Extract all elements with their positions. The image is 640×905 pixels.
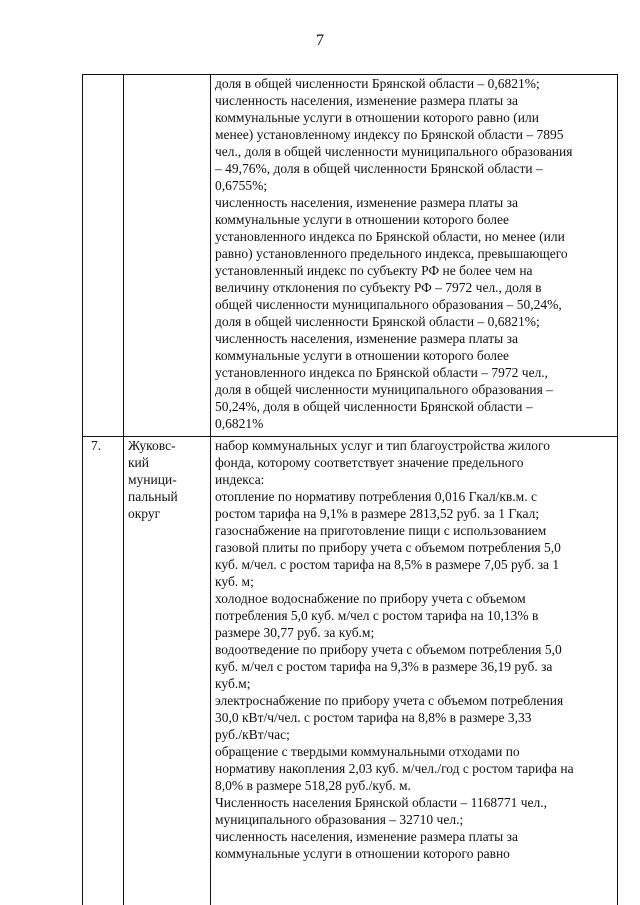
text-line: индекса: (215, 471, 614, 488)
text-line: куб. м; (215, 573, 614, 590)
name-line: округ (128, 505, 207, 522)
municipality-name-cell (124, 75, 211, 437)
text-line: Численность населения Брянской области – 1168771 чел., (215, 794, 614, 811)
municipality-name-cell (124, 437, 211, 905)
text-line: обращение с твердыми коммунальными отходами по (215, 743, 614, 760)
text-line: коммунальные услуги в отношении которого более (215, 211, 614, 228)
tariff-table (82, 74, 618, 905)
name-line: пальный (128, 488, 207, 505)
text-line: холодное водоснабжение по прибору учета с объемом (215, 590, 614, 607)
text-line: ростом тарифа на 9,1% в размере 2813,52 руб. за 1 Гкал; (215, 505, 614, 522)
text-line: установленного индекса по Брянской области, но менее (или (215, 228, 614, 245)
text-line: численность населения, изменение размера платы за (215, 828, 614, 845)
text-line: 50,24%, доля в общей численности Брянской области – (215, 398, 614, 415)
text-line: – 49,76%, доля в общей численности Брянской области – (215, 160, 614, 177)
text-line: муниципального образования – 32710 чел.; (215, 811, 614, 828)
text-line: 30,0 кВт/ч/чел. с ростом тарифа на 8,8% в размере 3,33 (215, 709, 614, 726)
text-line: газовой плиты по прибору учета с объемом потребления 5,0 (215, 539, 614, 556)
municipality-name (128, 437, 207, 522)
text-line: доля в общей численности Брянской области – 0,6821%; (215, 75, 614, 92)
text-line: 0,6821% (215, 415, 614, 432)
text-line: водоотведение по прибору учета с объемом потребления 5,0 (215, 641, 614, 658)
name-line: муници- (128, 471, 207, 488)
text-line: размере 30,77 руб. за куб.м; (215, 624, 614, 641)
text-line: коммунальные услуги в отношении которого более (215, 347, 614, 364)
text-line: фонда, которому соответствует значение предельного (215, 454, 614, 471)
text-line: доля в общей численности муниципального образования – (215, 381, 614, 398)
table-row-continuation (83, 75, 618, 437)
text-line: численность населения, изменение размера платы за (215, 194, 614, 211)
row-number-cell (83, 437, 124, 905)
text-line: установленный индекс по субъекту РФ не более чем на (215, 262, 614, 279)
text-line: коммунальные услуги в отношении которого равно (или (215, 109, 614, 126)
page-number: 7 (0, 32, 640, 50)
text-line: 8,0% в размере 518,28 руб./куб. м. (215, 777, 614, 794)
text-line: величину отклонения по субъекту РФ – 7972 чел., доля в (215, 279, 614, 296)
row-number: 7. (91, 438, 101, 453)
name-line: Жуковс- (128, 437, 207, 454)
text-line: численность населения, изменение размера платы за (215, 92, 614, 109)
text-line: коммунальные услуги в отношении которого равно (215, 845, 614, 862)
text-line: численность населения, изменение размера платы за (215, 330, 614, 347)
text-line: равно) установленного предельного индекса, превышающего (215, 245, 614, 262)
description-text (215, 75, 614, 432)
text-line: отопление по нормативу потребления 0,016 Гкал/кв.м. с (215, 488, 614, 505)
text-line: куб. м/чел с ростом тарифа на 9,3% в размере 36,19 руб. за (215, 658, 614, 675)
text-line: общей численности муниципального образования – 50,24%, (215, 296, 614, 313)
text-line: куб.м; (215, 675, 614, 692)
text-line: потребления 5,0 куб. м/чел с ростом тарифа на 10,13% в (215, 607, 614, 624)
row-number-cell (83, 75, 124, 437)
text-line: чел., доля в общей численности муниципального образования (215, 143, 614, 160)
text-line: установленного индекса по Брянской области – 7972 чел., (215, 364, 614, 381)
text-line: менее) установленному индексу по Брянской области – 7895 (215, 126, 614, 143)
text-line: 0,6755%; (215, 177, 614, 194)
text-line: газоснабжение на приготовление пищи с использованием (215, 522, 614, 539)
description-cell (211, 75, 618, 437)
text-line: нормативу накопления 2,03 куб. м/чел./год с ростом тарифа на (215, 760, 614, 777)
name-line: кий (128, 454, 207, 471)
text-line: руб./кВт/час; (215, 726, 614, 743)
description-cell (211, 437, 618, 905)
text-line: доля в общей численности Брянской области – 0,6821%; (215, 313, 614, 330)
text-line: набор коммунальных услуг и тип благоустройства жилого (215, 437, 614, 454)
text-line: куб. м/чел. с ростом тарифа на 8,5% в размере 7,05 руб. за 1 (215, 556, 614, 573)
description-text (215, 437, 614, 862)
table-row-7 (83, 437, 618, 905)
text-line: электроснабжение по прибору учета с объемом потребления (215, 692, 614, 709)
